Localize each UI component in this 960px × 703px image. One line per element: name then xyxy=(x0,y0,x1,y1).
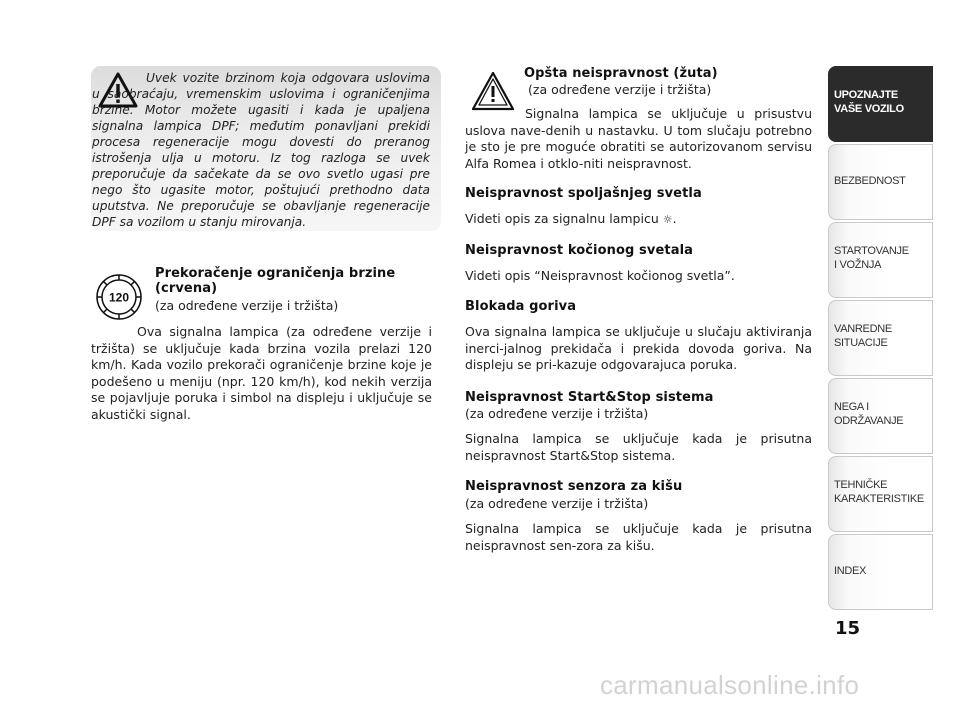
rain-sensor-body: Signalna lampica se uključuje kada je prisutna neispravnost sen-zora za kišu. xyxy=(465,521,812,553)
light-bulb-icon: ☼ xyxy=(662,213,673,226)
startstop-body: Signalna lampica se uključuje kada je prisutna neispravnost Start&Stop sistema. xyxy=(465,431,812,463)
startstop-sub: (za određene verzije i tržišta) xyxy=(465,406,649,421)
tab-nega[interactable] xyxy=(828,378,933,454)
exterior-light-heading: Neispravnost spoljašnjeg svetla xyxy=(465,186,702,201)
tab-startovanje[interactable] xyxy=(828,222,933,298)
tab-label: NEGA I ODRŽAVANJE xyxy=(834,401,904,427)
warning-text: Uvek vozite brzinom koja odgovara uslovima u saobraćaju, vremenskim uslovima i ograničenjima brzine. Motor možete ugasiti i kada je upaljena signalna lampica DPF; međutim ponavljani prekidi procesa regeneracije mogu dovesti do preranog istrošenja ulja u motoru. Iz tog razloga se uvek preporučuje da sačekate da se ovo svetlo ugasi pre nego što ugasite motor, poštujući prethodno data uputstva. Ne preporučuje se obavljanje regeneracije DPF sa vozilom u stanju mirovanja. xyxy=(92,71,430,229)
startstop-heading: Neispravnost Start&Stop sistema xyxy=(465,390,714,405)
rain-sensor-sub: (za određene verzije i tržišta) xyxy=(465,496,649,511)
tab-label: INDEX xyxy=(834,565,867,577)
tab-vanredne[interactable] xyxy=(828,300,933,376)
fuel-block-body: Ova signalna lampica se uključuje u slučaju aktiviranja inerci-jalnog prekidača i prekida dovoda goriva. Na displeju se pri-kazuje odgovarajuca poruka. xyxy=(465,324,812,373)
tab-label: BEZBEDNOST xyxy=(834,175,906,187)
speed-limit-value: 120 xyxy=(108,290,130,305)
tab-label: TEHNIČKE KARAKTERISTIKE xyxy=(834,479,924,505)
speed-limit-sub: (za određene verzije i tržišta) xyxy=(155,298,339,313)
brake-light-body: Videti opis “Neispravnost kočionog svetla”. xyxy=(465,268,735,283)
general-failure-heading: Opšta neispravnost (žuta) xyxy=(524,66,718,81)
speed-limit-heading: Prekoračenje ograničenja brzine (crvena) xyxy=(155,266,396,296)
speed-limit-icon xyxy=(95,273,143,321)
tab-label: UPOZNAJTE VAŠE VOZILO xyxy=(834,89,904,115)
watermark: carmanualsonline.info xyxy=(600,670,860,700)
tab-upoznajte[interactable] xyxy=(828,66,933,142)
fuel-block-heading: Blokada goriva xyxy=(465,299,577,314)
tab-bezbednost[interactable] xyxy=(828,144,933,220)
general-failure-body: Signalna lampica se uključuje u prisustvu uslova nave-denih u nastavku. U tom slučaju potrebno je sto je pre moguće obratiti se autorizovanom servisu Alfa Romea i otklo-niti neispravnost. xyxy=(465,106,812,171)
exterior-light-text: Videti opis za signalnu lampicu xyxy=(465,211,659,226)
brake-light-heading: Neispravnost kočionog svetala xyxy=(465,243,694,258)
page-number: 15 xyxy=(835,618,861,639)
speed-limit-body: Ova signalna lampica (za određene verzije i tržišta) se uključuje kada brzina vozila prelazi 120 km/h. Kada vozilo prekorači ograničenje brzine koje je podešeno u meniju (npr. 120 km/h), kod nekih verzija se pojavljuje poruka i simbol na displeju i uključuje se akustički signal. xyxy=(91,324,432,422)
tab-label: VANREDNE SITUACIJE xyxy=(834,323,892,349)
tab-index[interactable] xyxy=(828,534,933,610)
exterior-light-body: Videti opis za signalnu lampicu ☼. xyxy=(465,211,677,226)
tab-tehnicke[interactable] xyxy=(828,456,933,532)
rain-sensor-heading: Neispravnost senzora za kišu xyxy=(465,479,683,494)
tab-label: STARTOVANJE I VOŽNJA xyxy=(834,245,909,271)
general-failure-sub: (za određene verzije i tržišta) xyxy=(528,82,712,97)
